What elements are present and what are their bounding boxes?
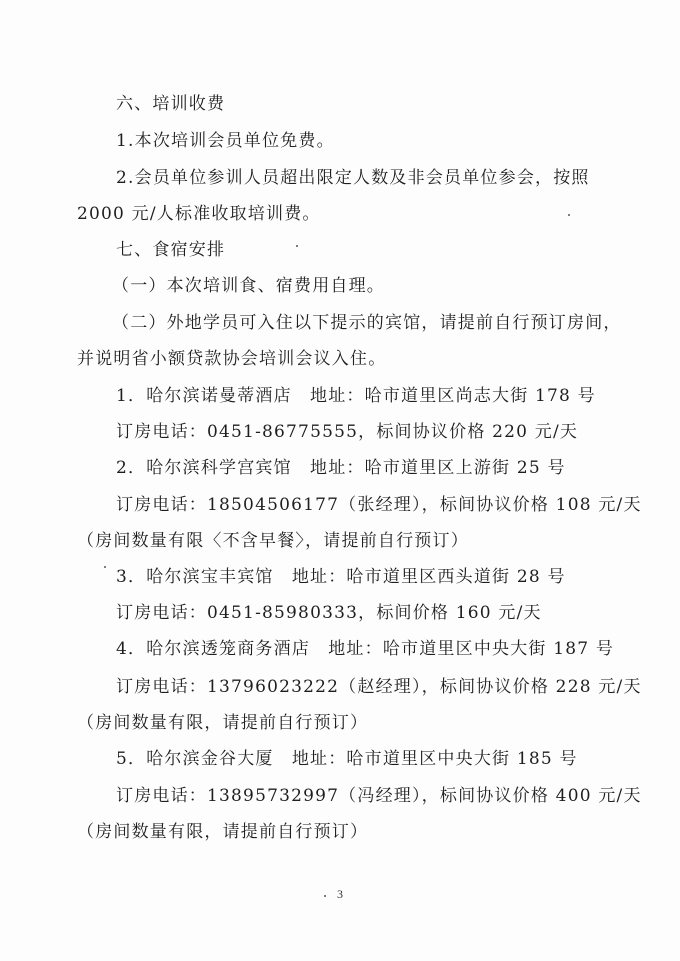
scan-speck bbox=[104, 566, 106, 568]
hotel-5-note: （房间数量有限，请提前自行预订） bbox=[77, 822, 369, 842]
section-heading-lodging: 七、食宿安排 bbox=[116, 240, 226, 260]
hotel-3-phone: 订房电话：0451-85980333，标间价格 160 元/天 bbox=[116, 603, 542, 623]
page-number: 3 bbox=[337, 887, 343, 901]
hotel-1-line: 1．哈尔滨诺曼蒂酒店 地址：哈市道里区尚志大街 178 号 bbox=[116, 386, 596, 406]
hotel-2-line: 2．哈尔滨科学宫宾馆 地址：哈市道里区上游街 25 号 bbox=[116, 458, 566, 478]
paragraph-line: 1.本次培训会员单位免费。 bbox=[116, 131, 335, 151]
paragraph-line: 并说明省小额贷款协会培训会议入住。 bbox=[77, 349, 387, 369]
scan-speck bbox=[324, 895, 326, 897]
hotel-5-line: 5．哈尔滨金谷大厦 地址：哈市道里区中央大街 185 号 bbox=[116, 749, 578, 769]
paragraph-line: 2000 元/人标准收取培训费。 bbox=[77, 204, 321, 224]
paragraph-line: （一）本次培训食、宿费用自理。 bbox=[112, 276, 385, 296]
hotel-4-note: （房间数量有限，请提前自行预订） bbox=[77, 713, 369, 733]
hotel-4-phone: 订房电话：13796023222（赵经理），标间协议价格 228 元/天 bbox=[116, 677, 642, 697]
section-heading-fees: 六、培训收费 bbox=[116, 94, 226, 114]
hotel-3-line: 3．哈尔滨宝丰宾馆 地址：哈市道里区西头道街 28 号 bbox=[116, 567, 566, 587]
scan-speck bbox=[568, 214, 570, 216]
hotel-5-phone: 订房电话：13895732997（冯经理），标间协议价格 400 元/天 bbox=[116, 786, 642, 806]
paragraph-line: 2.会员单位参训人员超出限定人数及非会员单位参会，按照 bbox=[116, 168, 590, 188]
scan-speck bbox=[296, 245, 298, 247]
paragraph-line: （二）外地学员可入住以下提示的宾馆，请提前自行预订房间， bbox=[112, 313, 622, 333]
hotel-2-phone: 订房电话：18504506177（张经理），标间协议价格 108 元/天 bbox=[116, 495, 642, 515]
hotel-4-line: 4．哈尔滨透笼商务酒店 地址：哈市道里区中央大街 187 号 bbox=[116, 639, 615, 659]
hotel-2-note: （房间数量有限〈不含早餐〉，请提前自行预订） bbox=[77, 531, 469, 551]
hotel-1-phone: 订房电话：0451-86775555，标间协议价格 220 元/天 bbox=[116, 422, 579, 442]
